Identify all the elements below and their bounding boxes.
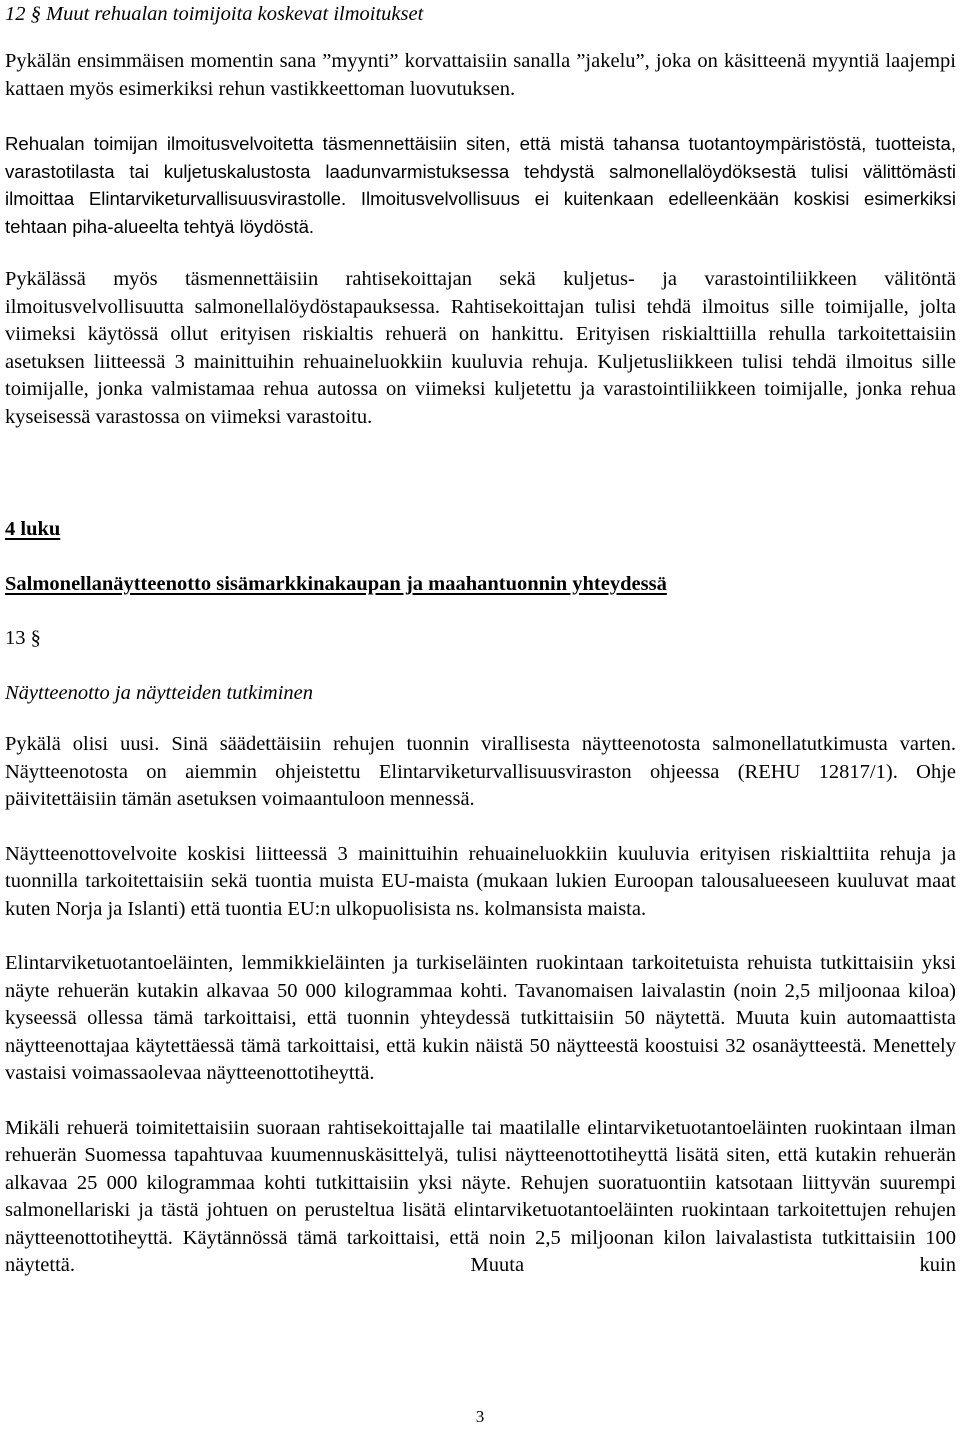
section-12-paragraph-2: Rehualan toimijan ilmoitusvelvoitetta täsmennettäisiin siten, että mistä tahansa tuotantoympäristöstä, tuotteista, varastotilasta tai kuljetuskalustosta laadunvarmistuksessa tehdystä salmonellalöydöksestä tulisi välittömästi ilmoittaa Elintarviketurvallisuusvirastolle. Ilmoitusvelvollisuus ei kuitenkaan edelleenkään koskisi esimerkiksi tehtaan piha-alueelta tehtyä löydöstä. [5,133,956,237]
section-12-paragraph-1: Pykälän ensimmäisen momentin sana ”myynti” korvattaisiin sanalla ”jakelu”, joka on käsitteenä myyntiä laajempi kattaen myös esimerkiksi rehun vastikkeettoman luovutuksen. [5,50,956,100]
chapter-title: Salmonellanäytteenotto sisämarkkinakaupan ja maahantuonnin yhteydessä [5,572,667,595]
document-page [5,0,956,1280]
section-13-title: Näytteenotto ja näytteiden tutkiminen [5,681,313,704]
chapter-label: 4 luku [5,518,61,540]
page-number: 3 [475,1407,485,1426]
section-13-paragraph-1: Pykälä olisi uusi. Sinä säädettäisiin rehujen tuonnin virallisesta näytteenotosta salmonellatutkimusta varten. Näytteenotosta on aiemmin ohjeistettu Elintarviketurvallisuusviraston ohjeessa (REHU 12817/1). Ohje päivitettäisiin tämän asetuksen voimaantuloon mennessä. [5,733,956,810]
section-13-paragraph-3: Elintarviketuotantoeläinten, lemmikkieläinten ja turkiseläinten ruokintaan tarkoitetuista rehuista tutkittaisiin yksi näyte rehuerän kutakin alkavaa 50 000 kilogrammaa kohti. Tavanomaisen laivalastin (noin 2,5 miljoonaa kiloa) kyseessä ollessa tämä tarkoittaisi, että tuonnin yhteydessä tutkittaisiin 50 näytettä. Muuta kuin automaattista näytteenottajaa käytettäessä tämä tarkoittaisi, että kukin näistä 50 näytteestä koostuisi 32 osanäytteestä. Menettely vastaisi voimassaolevaa näytteenottotiheyttä. [5,952,956,1084]
section-13-paragraph-2: Näytteenottovelvoite koskisi liitteessä 3 mainittuihin rehuaineluokkiin kuuluvia erityisen riskialttiita rehuja ja tuonnilla tarkoitettaisiin sekä tuontia muista EU-maista (mukaan lukien Euroopan talousalueeseen kuuluvat maat kuten Norja ja Islanti) että tuontia EU:n ulkopuolisista ns. kolmansista maista. [5,842,956,920]
section-13-paragraph-4: Mikäli rehuerä toimitettaisiin suoraan rahtisekoittajalle tai maatilalle elintarviketuotantoeläinten ruokintaan ilman rehuerän Suomessa tapahtuvaa kuumennuskäsittelyä, tulisi näytteenottotiheyttä lisätä siten, että kutakin rehuerän alkavaa 25 000 kilogrammaa kohti tutkittaisiin yksi näyte. Rehujen suoratuontiin katsotaan liittyvän suurempi salmonellariski ja tästä johtuen on perusteltua lisätä elintarviketuotantoeläinten ruokintaan tarkoitettujen rehujen näytteenottotiheyttä. Käytännössä tämä tarkoittaisi, että noin 2,5 miljoonan kilon laivalastista tutkittaisiin 100 näytettä. Muuta kuin [5,1116,956,1276]
section-13-number: 13 § [5,627,41,649]
section-12-heading: 12 § Muut rehualan toimijoita koskevat ilmoitukset [5,3,424,25]
section-12-paragraph-3: Pykälässä myös täsmennettäisiin rahtisekoittajan sekä kuljetus- ja varastointiliikkeen välitöntä ilmoitusvelvollisuutta salmonellalöydöstapauksessa. Rahtisekoittajan tulisi tehdä ilmoitus sille toimijalle, jolta viimeksi käytössä ollut erityisen riskialtis rehuerä on hankittu. Erityisen riskialttiilla rehulla tarkoitettaisiin asetuksen liitteessä 3 mainittuihin rehuaineluokkiin kuuluvia rehuja. Kuljetusliikkeen tulisi tehdä ilmoitus sille toimijalle, jonka valmistamaa rehua autossa on viimeksi kuljetettu ja varastointiliikkeen toimijalle, jonka rehua kyseisessä varastossa on viimeksi varastoitu. [5,268,956,428]
